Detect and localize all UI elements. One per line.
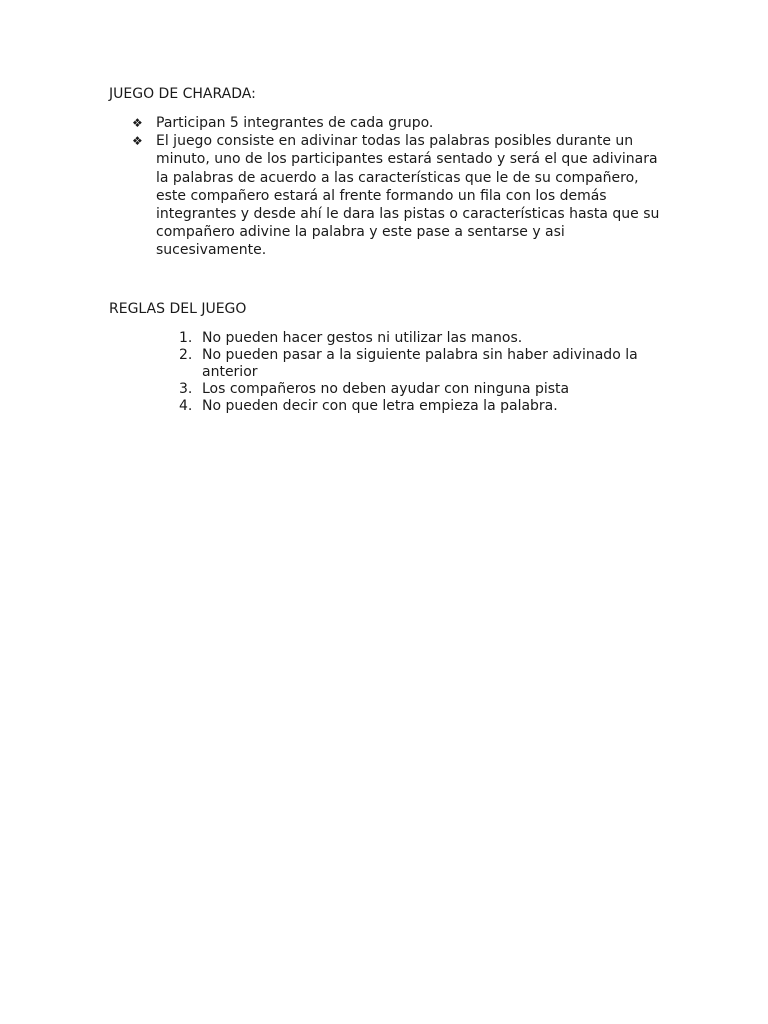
rule-text: No pueden decir con que letra empieza la palabra. <box>202 398 558 414</box>
list-item <box>109 381 669 398</box>
section-title-charada: JUEGO DE CHARADA: <box>109 86 256 102</box>
diamond-bullet-icon: ❖ <box>132 134 143 149</box>
list-item <box>109 347 669 381</box>
rule-number: 4. <box>179 398 193 414</box>
rule-text: No pueden pasar a la siguiente palabra sin haber adivinado la anterior <box>202 347 638 380</box>
rule-text: Los compañeros no deben ayudar con ninguna pista <box>202 381 570 397</box>
charada-bullet-list <box>109 114 669 260</box>
list-item <box>109 330 669 347</box>
rule-number: 3. <box>179 381 193 397</box>
rules-numbered-list <box>109 330 669 415</box>
diamond-bullet-icon: ❖ <box>132 116 143 130</box>
list-item <box>109 114 669 132</box>
list-item <box>109 132 669 259</box>
rule-text: No pueden hacer gestos ni utilizar las manos. <box>202 330 523 346</box>
rule-number: 1. <box>179 330 193 346</box>
section-title-reglas: REGLAS DEL JUEGO <box>109 301 247 317</box>
bullet-text: El juego consiste en adivinar todas las palabras posibles durante un minuto, uno de los participantes estará sentado y será el que adivinara la palabras de acuerdo a las características que le de su compañero, este compañero estará al frente formando un fila con los demás integrantes y desde ahí le dara las pistas o características hasta que su compañero adivine la palabra y este pase a sentarse y asi sucesivamente. <box>156 133 660 259</box>
list-item <box>109 398 669 415</box>
bullet-text: Participan 5 integrantes de cada grupo. <box>156 115 434 131</box>
rule-number: 2. <box>179 347 193 363</box>
